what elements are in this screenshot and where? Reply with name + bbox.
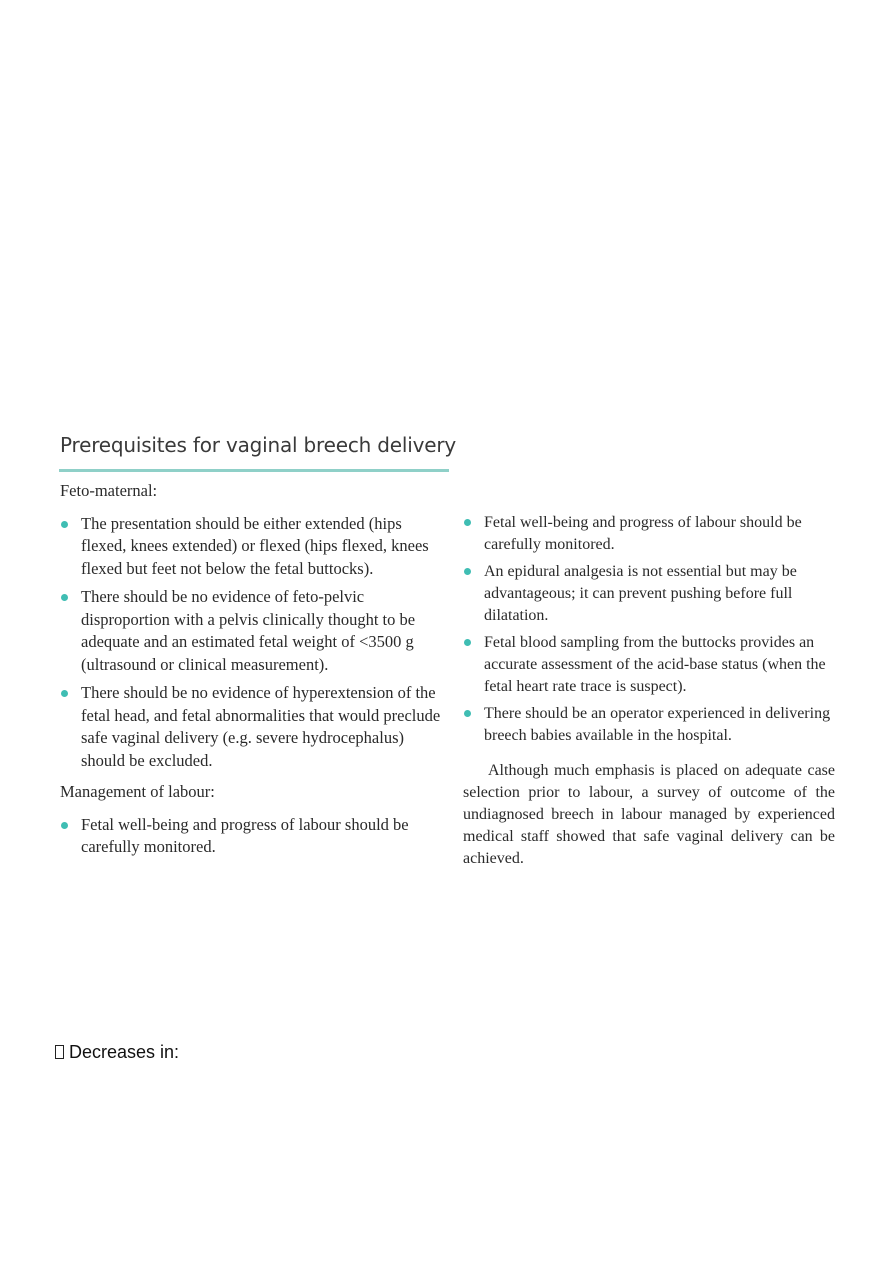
title-underline <box>59 469 449 472</box>
bullet-dot-icon <box>464 568 471 575</box>
bullet-dot-icon <box>464 639 471 646</box>
list-item-text: There should be no evidence of hyperextension of the fetal head, and fetal abnormalities that would preclude safe vaginal delivery (e.g. severe hydrocephalus) should be excluded. <box>81 683 441 770</box>
management-list <box>60 814 450 859</box>
bullet-dot-icon <box>464 519 471 526</box>
list-item <box>60 814 450 859</box>
list-item <box>463 512 835 556</box>
list-item-text: There should be no evidence of feto-pelvic disproportion with a pelvis clinically thought to be adequate and an estimated fetal weight of <3500 g (ultrasound or clinical measurement). <box>81 587 416 674</box>
feto-maternal-heading: Feto-maternal: <box>60 481 158 500</box>
footer-text: Decreases in: <box>69 1042 180 1062</box>
list-item <box>463 632 835 698</box>
box-title: Prerequisites for vaginal breech delivery <box>60 433 456 457</box>
list-item <box>463 561 835 627</box>
list-item <box>60 682 450 772</box>
footer-line <box>55 1042 179 1063</box>
bullet-dot-icon <box>464 710 471 717</box>
right-list <box>463 512 835 747</box>
missing-glyph-icon <box>55 1045 64 1059</box>
list-item <box>60 513 450 581</box>
list-item-text: Fetal blood sampling from the buttocks provides an accurate assessment of the acid-base status (when the fetal heart rate trace is suspect). <box>484 634 826 695</box>
bullet-dot-icon <box>61 822 68 829</box>
list-item-text: Fetal well-being and progress of labour should be carefully monitored. <box>81 814 409 856</box>
bullet-dot-icon <box>61 521 68 528</box>
right-column <box>463 512 835 870</box>
bullet-dot-icon <box>61 594 68 601</box>
list-item-text: Fetal well-being and progress of labour should be carefully monitored. <box>484 514 802 553</box>
feto-maternal-list <box>60 513 450 773</box>
list-item <box>60 586 450 676</box>
list-item <box>463 703 835 747</box>
list-item-text: The presentation should be either extended (hips flexed, knees extended) or flexed (hips flexed, knees flexed but feet not below the fetal buttocks). <box>81 513 429 578</box>
bullet-dot-icon <box>61 690 68 697</box>
list-item-text: An epidural analgesia is not essential but may be advantageous; it can prevent pushing before full dilatation. <box>484 563 797 624</box>
left-column <box>60 480 450 865</box>
summary-paragraph: Although much emphasis is placed on adequate case selection prior to labour, a survey of outcome of the undiagnosed breech in labour managed by experienced medical staff showed that safe vaginal delivery can be achieved. <box>463 762 835 867</box>
list-item-text: There should be an operator experienced in delivering breech babies available in the hospital. <box>484 705 831 744</box>
management-heading: Management of labour: <box>60 782 215 801</box>
